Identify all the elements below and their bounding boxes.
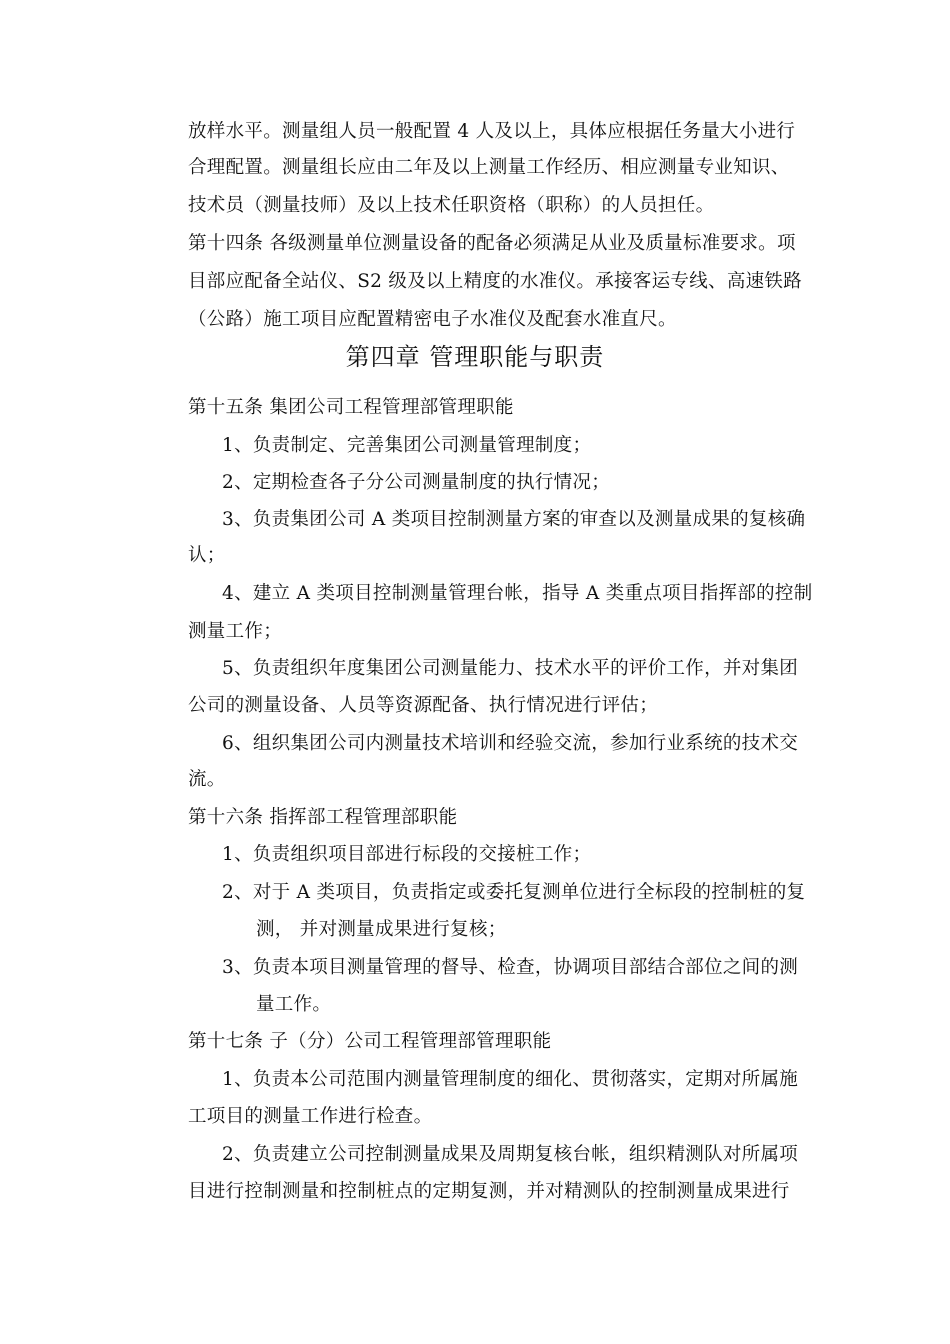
list-item-continuation: 量工作。 [256,994,332,1015]
text-line: 目部应配备全站仪、S2 级及以上精度的水准仪。承接客运专线、高速铁路 [188,271,803,292]
text-line: 技术员（测量技师）及以上技术任职资格（职称）的人员担任。 [188,195,715,216]
list-item: 1、负责组织项目部进行标段的交接桩工作； [222,844,592,865]
text-line: 合理配置。测量组长应由二年及以上测量工作经历、相应测量专业知识、 [188,157,790,178]
article-15-heading: 第十五条 集团公司工程管理部管理职能 [188,397,514,418]
list-item: 2、对于 A 类项目，负责指定或委托复测单位进行全标段的控制桩的复 [222,882,806,903]
list-item: 3、负责集团公司 A 类项目控制测量方案的审查以及测量成果的复核确 [222,509,806,530]
article-14-heading: 第十四条 各级测量单位测量设备的配备必须满足从业及质量标准要求。项 [188,233,796,254]
list-item-continuation: 流。 [188,769,226,790]
chapter-title: 第四章 管理职能与职责 [345,343,605,371]
list-item-continuation: 工项目的测量工作进行检查。 [188,1106,433,1127]
list-item-continuation: 公司的测量设备、人员等资源配备、执行情况进行评估； [188,695,659,716]
list-item-continuation: 认； [188,545,226,566]
article-17-heading: 第十七条 子（分）公司工程管理部管理职能 [188,1031,552,1052]
article-16-heading: 第十六条 指挥部工程管理部职能 [188,807,458,828]
list-item: 3、负责本项目测量管理的督导、检查，协调项目部结合部位之间的测 [222,957,799,978]
list-item: 6、组织集团公司内测量技术培训和经验交流，参加行业系统的技术交 [222,733,799,754]
list-item: 5、负责组织年度集团公司测量能力、技术水平的评价工作，并对集团 [222,658,799,679]
list-item: 2、定期检查各子分公司测量制度的执行情况； [222,472,611,493]
list-item-continuation: 测量工作； [188,621,283,642]
list-item: 4、建立 A 类项目控制测量管理台帐，指导 A 类重点项目指挥部的控制 [222,583,813,604]
list-item: 1、负责制定、完善集团公司测量管理制度； [222,435,592,456]
text-line: 放样水平。测量组人员一般配置 4 人及以上，具体应根据任务量大小进行 [188,121,796,142]
list-item-continuation: 测， 并对测量成果进行复核； [256,919,507,940]
text-line: （公路）施工项目应配置精密电子水准仪及配套水准直尺。 [188,309,677,330]
list-item: 2、负责建立公司控制测量成果及周期复核台帐，组织精测队对所属项 [222,1144,799,1165]
list-item-continuation: 目进行控制测量和控制桩点的定期复测，并对精测队的控制测量成果进行 [188,1181,790,1202]
list-item: 1、负责本公司范围内测量管理制度的细化、贯彻落实，定期对所属施 [222,1069,799,1090]
